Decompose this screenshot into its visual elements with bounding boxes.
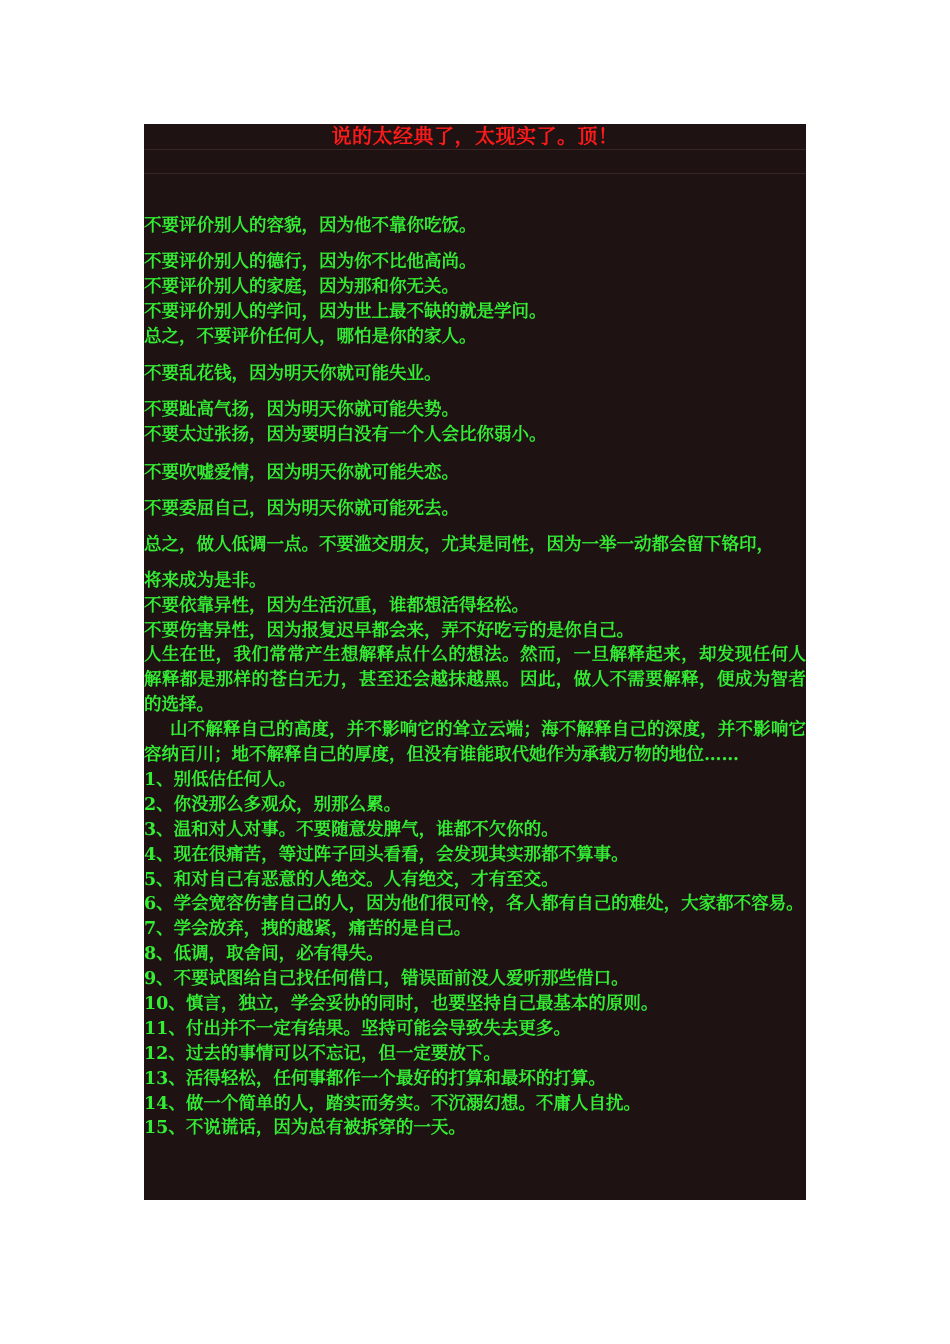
list-item: 12、过去的事情可以不忘记，但一定要放下。 bbox=[144, 1043, 501, 1064]
list-item: 8、低调，取舍间，必有得失。 bbox=[144, 944, 384, 965]
text-line: 不要伤害异性，因为报复迟早都会来，弄不好吃亏的是你自己。 bbox=[144, 620, 634, 641]
list-item: 15、不说谎话，因为总有被拆穿的一天。 bbox=[144, 1118, 466, 1139]
list-item: 14、做一个简单的人，踏实而务实。不沉溺幻想。不庸人自扰。 bbox=[144, 1093, 641, 1114]
list-item: 2、你没那么多观众，别那么累。 bbox=[144, 794, 402, 815]
article-body bbox=[144, 214, 806, 1141]
text-line: 不要评价别人的德行，因为你不比他高尚。 bbox=[144, 251, 477, 272]
paragraph-explanation: 人生在世，我们常常产生想解释点什么的想法。然而，一旦解释起来，却发现任何人解释都是那样的苍白无力，甚至还会越抹越黑。因此，做人不需要解释，便成为智者的选择。 bbox=[144, 645, 806, 716]
list-item: 13、活得轻松，任何事都作一个最好的打算和最坏的打算。 bbox=[144, 1068, 606, 1089]
text-line: 不要评价别人的家庭，因为那和你无关。 bbox=[144, 276, 459, 297]
list-item: 9、不要试图给自己找任何借口，错误面前没人爱听那些借口。 bbox=[144, 969, 629, 990]
page-title: 说的太经典了，太现实了。顶！ bbox=[331, 124, 619, 148]
title-row bbox=[144, 124, 806, 150]
list-item: 5、和对自己有恶意的人绝交。人有绝交，才有至交。 bbox=[144, 869, 559, 890]
text-line: 不要太过张扬，因为要明白没有一个人会比你弱小。 bbox=[144, 425, 547, 446]
text-line: 不要委屈自己，因为明天你就可能死去。 bbox=[144, 499, 459, 520]
text-line: 不要评价别人的学问，因为世上最不缺的就是学问。 bbox=[144, 301, 547, 322]
list-item: 7、学会放弃，拽的越紧，痛苦的是自己。 bbox=[144, 919, 472, 940]
list-item: 4、现在很痛苦，等过阵子回头看看，会发现其实那都不算事。 bbox=[144, 844, 629, 865]
list-item: 1、别低估任何人。 bbox=[144, 770, 297, 790]
blank-row bbox=[144, 150, 806, 174]
list-item: 3、温和对人对事。不要随意发脾气，谁都不欠你的。 bbox=[144, 819, 559, 840]
text-line: 不要乱花钱，因为明天你就可能失业。 bbox=[144, 364, 442, 385]
text-line: 将来成为是非。 bbox=[144, 570, 267, 591]
text-line: 不要评价别人的容貌，因为他不靠你吃饭。 bbox=[144, 216, 477, 236]
paragraph-mountain: 山不解释自己的高度，并不影响它的耸立云端；海不解释自己的深度，并不影响它容纳百川；地不解释自己的厚度，但没有谁能取代她作为承载万物的地位…… bbox=[144, 720, 806, 766]
text-line: 不要趾高气扬，因为明天你就可能失势。 bbox=[144, 400, 459, 421]
text-line: 不要依靠异性，因为生活沉重，谁都想活得轻松。 bbox=[144, 595, 529, 616]
content-panel bbox=[144, 124, 806, 1200]
list-item: 6、学会宽容伤害自己的人，因为他们很可怜，各人都有自己的难处，大家都不容易。 bbox=[144, 894, 804, 915]
text-line: 总之，做人低调一点。不要滥交朋友，尤其是同性，因为一举一动都会留下铬印， bbox=[144, 534, 774, 555]
list-item: 10、慎言，独立，学会妥协的同时，也要坚持自己最基本的原则。 bbox=[144, 994, 659, 1015]
list-item: 11、付出并不一定有结果。坚持可能会导致失去更多。 bbox=[144, 1018, 571, 1039]
text-line: 总之，不要评价任何人，哪怕是你的家人。 bbox=[144, 326, 477, 347]
text-line: 不要吹嘘爱情，因为明天你就可能失恋。 bbox=[144, 463, 459, 484]
